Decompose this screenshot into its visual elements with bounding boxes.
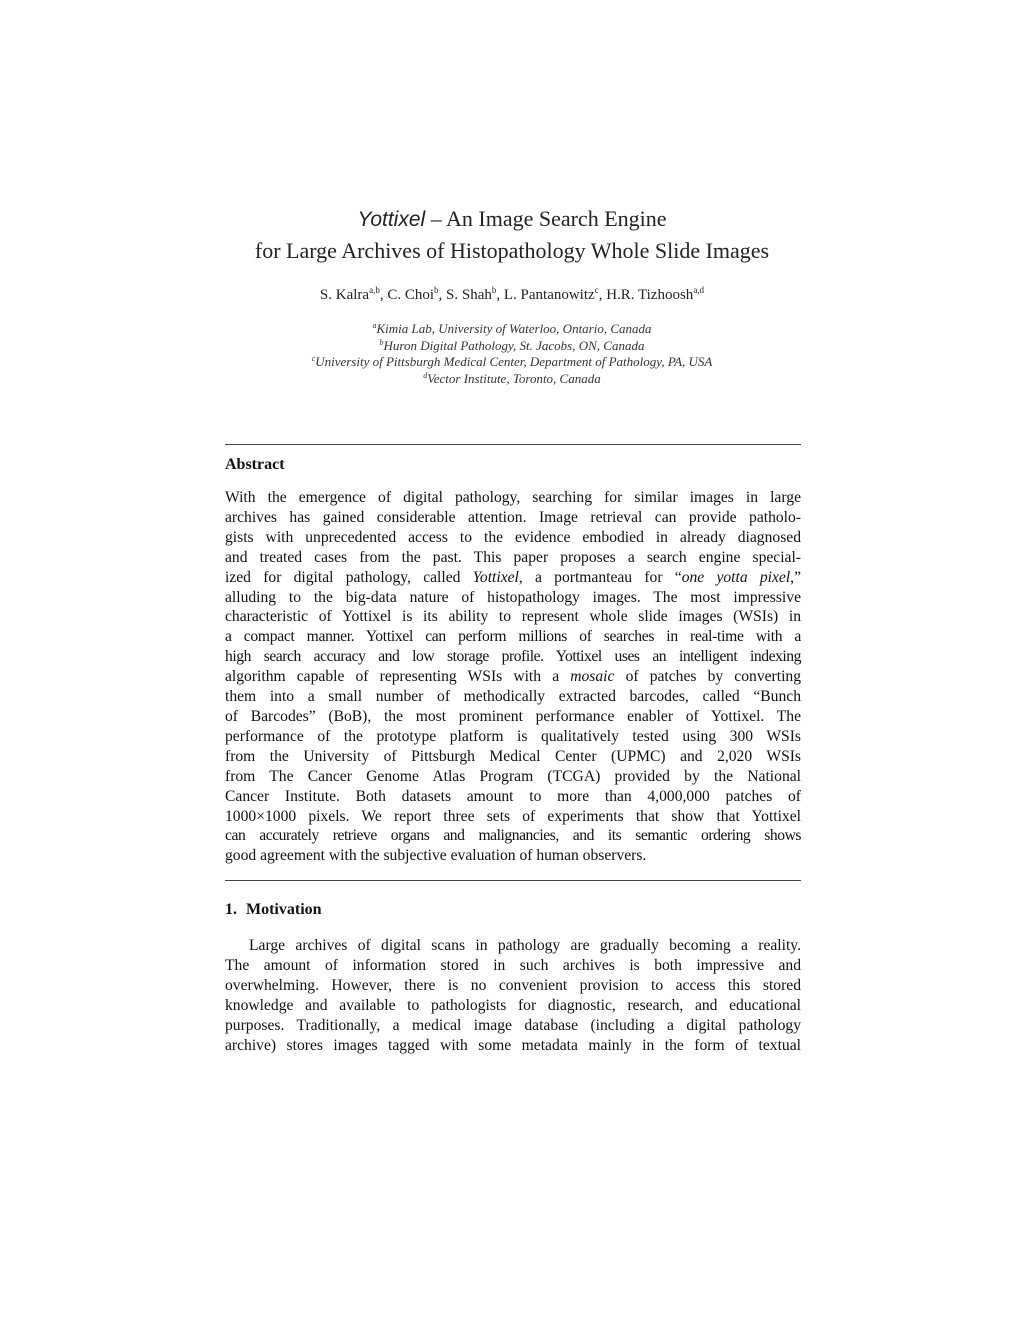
section-line: overwhelming. However, there is no convenient provision to access this stored [225,977,801,994]
abstract-line: ized for digital pathology, called Yottixel, a portmanteau for “one yotta pixel,” [225,568,801,586]
abstract-heading: Abstract [225,456,285,473]
title-line-1-rest: – An Image Search Engine [425,206,667,231]
section-number: 1. [225,901,237,918]
section-body [225,936,801,1056]
section-heading [225,901,322,919]
affiliation: $^c$University of Pittsburgh Medical Center, Department of Pathology, PA, USA [311,354,713,369]
abstract-bottom-rule [225,880,801,881]
abstract-line: can accurately retrieve organs and malignancies, and its semantic ordering shows [225,827,801,845]
section-line: archive) stores images tagged with some metadata mainly in the form of textual [225,1037,801,1054]
abstract-line: good agreement with the subjective evaluation of human observers. [225,847,647,865]
abstract-line: Cancer Institute. Both datasets amount to more than 4,000,000 patches of [225,787,801,805]
abstract-line: from the University of Pittsburgh Medical Center (UPMC) and 2,020 WSIs [225,747,801,765]
abstract-top-rule [225,444,801,445]
title-line-1 [150,203,874,235]
abstract-line: a compact manner. Yottixel can perform millions of searches in real-time with a [225,628,801,646]
abstract-line: archives has gained considerable attention. Image retrieval can provide patholo- [225,508,801,526]
abstract-line: gists with unprecedented access to the evidence embodied in already diagnosed [225,528,801,546]
affiliation: $^b$Huron Digital Pathology, St. Jacobs, ON, Canada [379,337,645,353]
section-line: The amount of information stored in such archives is both impressive and [225,957,801,974]
author: L. Pantanowitz$^c$, [503,285,607,303]
abstract-line: and treated cases from the past. This paper proposes a search engine special- [225,548,801,566]
section-title: Motivation [246,901,322,918]
affiliation-list [150,321,874,387]
abstract-line: them into a small number of methodically extracted barcodes, called “Bunch [225,688,801,706]
section-line: Large archives of digital scans in pathology are gradually becoming a reality. [249,937,801,954]
abstract-body [225,488,801,866]
author: C. Choi$^b$, [387,285,447,303]
author: H.R. Tizhoosh$^{a,d}$ [606,285,705,303]
title-name: Yottixel [357,208,426,231]
abstract-line: performance of the prototype platform is qualitatively tested using 300 WSIs [225,727,801,745]
affiliation: $^a$Kimia Lab, University of Waterloo, Ontario, Canada [372,321,652,336]
section-line: purposes. Traditionally, a medical image database (including a digital pathology [225,1017,801,1034]
abstract-line: of Barcodes” (BoB), the most prominent performance enabler of Yottixel. The [225,707,801,725]
author-list [150,287,874,304]
affiliation: $^d$Vector Institute, Toronto, Canada [423,370,601,386]
author: S. Shah$^b$, [446,285,504,303]
abstract-line: characteristic of Yottixel is its ability to represent whole slide images (WSIs) in [225,608,801,626]
abstract-line: With the emergence of digital pathology, searching for similar images in large [225,489,801,506]
section-line: knowledge and available to pathologists for diagnostic, research, and educational [225,997,801,1014]
paper-title [150,203,874,266]
abstract-line: 1000×1000 pixels. We report three sets of experiments that show that Yottixel [225,807,801,825]
abstract-line: from The Cancer Genome Atlas Program (TCGA) provided by the National [225,767,801,785]
italic-term: Yottixel [472,568,519,586]
author: S. Kalra$^{a,b}$, [319,285,388,303]
italic-term: one yotta pixel [681,568,791,586]
italic-term: mosaic [570,668,615,686]
abstract-line: alluding to the big-data nature of histopathology images. The most impressive [225,588,801,606]
title-line-2: for Large Archives of Histopathology Whole Slide Images [254,238,770,263]
abstract-line: high search accuracy and low storage profile. Yottixel uses an intelligent indexing [225,648,801,666]
abstract-line: algorithm capable of representing WSIs with a mosaic of patches by converting [225,668,801,686]
